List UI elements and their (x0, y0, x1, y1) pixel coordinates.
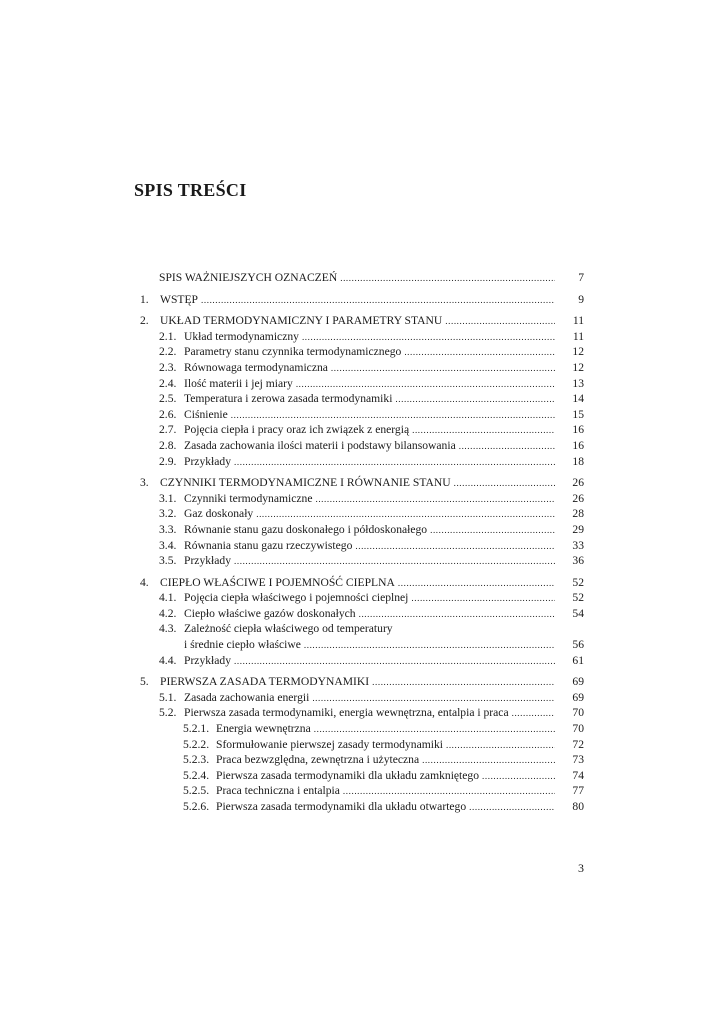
toc-entry-page: 14 (572, 392, 584, 406)
toc-entry-number: 2.7. (159, 423, 177, 437)
toc-entry-title: Pojęcia ciepła właściwego i pojemności cieplnej (184, 591, 409, 605)
toc-entry-title: Przykłady (184, 454, 232, 468)
toc-entry (140, 637, 584, 653)
toc-entry (140, 705, 584, 721)
toc-entry (140, 674, 584, 690)
dot-leader (395, 392, 555, 408)
dot-leader (331, 361, 555, 377)
toc-entry (140, 690, 584, 706)
toc-entry-page: 15 (572, 407, 584, 421)
toc-entry-page: 74 (572, 768, 584, 782)
toc-entry (140, 799, 584, 815)
dot-leader (482, 769, 555, 785)
toc-entry-title: Zasada zachowania energii (184, 690, 310, 704)
toc-entry-number: 4.1. (159, 591, 177, 605)
toc-entry-number: 5.2.3. (183, 753, 210, 767)
toc-entry-title: Temperatura i zerowa zasada termodynamiki (184, 392, 393, 406)
toc-entry-title: CIEPŁO WŁAŚCIWE I POJEMNOŚĆ CIEPLNA (160, 575, 395, 589)
toc-entry-page: 61 (572, 653, 584, 667)
toc-entry-page: 16 (572, 423, 584, 437)
toc-entry (140, 391, 584, 407)
toc-entry-page: 72 (572, 737, 584, 751)
toc-entry-page: 26 (572, 491, 584, 505)
dot-leader (304, 638, 555, 654)
toc-entry-page: 7 (578, 271, 584, 284)
toc-entry-page: 12 (572, 345, 584, 359)
toc-entry-number: 2.5. (159, 392, 177, 406)
toc-entry-page: 80 (572, 800, 584, 813)
toc-entry-page: 16 (572, 438, 584, 452)
page-title: SPIS TREŚCI (134, 180, 247, 200)
toc-group (140, 674, 584, 814)
toc-entry-number: 2.6. (159, 407, 177, 421)
dot-leader (256, 507, 555, 523)
table-of-contents (140, 270, 584, 821)
toc-entry-title: i średnie ciepło właściwe (184, 638, 301, 652)
toc-entry-number: 4.4. (159, 653, 177, 667)
toc-entry (140, 313, 584, 329)
dot-leader (445, 314, 555, 330)
toc-entry-number: 2. (140, 314, 149, 328)
toc-entry-page: 33 (572, 538, 584, 552)
toc-entry-page: 26 (572, 476, 584, 490)
toc-entry-number: 5.2.5. (183, 784, 210, 798)
toc-group (140, 313, 584, 469)
toc-entry (140, 575, 584, 591)
toc-entry-title: SPIS WAŻNIEJSZYCH OZNACZEŃ (159, 271, 338, 284)
dot-leader (411, 591, 555, 607)
dot-leader (372, 675, 555, 691)
toc-entry-number: 3.5. (159, 554, 177, 568)
toc-entry-page: 69 (572, 675, 584, 689)
toc-entry-page: 77 (572, 784, 584, 798)
toc-entry (140, 590, 584, 606)
toc-entry (140, 783, 584, 799)
dot-leader (512, 706, 555, 722)
toc-group (140, 270, 584, 286)
toc-group (140, 475, 584, 569)
toc-entry-number: 5.2.2. (183, 737, 210, 751)
toc-entry-title: Pierwsza zasada termodynamiki, energia wewnętrzna, entalpia i praca (184, 706, 509, 720)
dot-leader (234, 554, 555, 570)
toc-entry-title: Układ termodynamiczny (184, 329, 299, 343)
dot-leader (398, 576, 555, 592)
toc-entry-number: 5.1. (159, 690, 177, 704)
toc-entry-title: Zasada zachowania ilości materii i podstawy bilansowania (184, 438, 456, 452)
toc-entry-number: 2.3. (159, 360, 177, 374)
toc-entry-title: Przykłady (184, 554, 232, 568)
toc-entry-page: 36 (572, 554, 584, 568)
toc-group (140, 292, 584, 308)
toc-entry (140, 752, 584, 768)
toc-entry-number: 2.2. (159, 345, 177, 359)
toc-entry-number: 5.2.6. (183, 800, 210, 813)
dot-leader (404, 345, 555, 361)
toc-entry-page: 52 (572, 591, 584, 605)
toc-entry-number: 2.8. (159, 438, 177, 452)
toc-entry-page: 11 (572, 329, 584, 343)
toc-entry-page: 18 (572, 454, 584, 468)
toc-entry-title: Praca techniczna i entalpia (216, 784, 340, 798)
toc-entry-title: Parametry stanu czynnika termodynamicznego (184, 345, 402, 359)
toc-entry-page: 9 (578, 292, 584, 306)
dot-leader (454, 476, 555, 492)
toc-entry-page: 12 (572, 360, 584, 374)
toc-entry-title: Czynniki termodynamiczne (184, 491, 313, 505)
toc-entry-page: 13 (572, 376, 584, 390)
dot-leader (359, 607, 555, 623)
toc-entry-number: 5. (140, 675, 149, 689)
page-number: 3 (578, 861, 584, 875)
dot-leader (234, 654, 555, 670)
toc-entry-title: Ilość materii i jej miary (184, 376, 293, 390)
toc-entry (140, 344, 584, 360)
toc-entry-number: 4.2. (159, 606, 177, 620)
toc-entry-number: 5.2.4. (183, 768, 210, 782)
toc-entry (140, 475, 584, 491)
toc-entry (140, 422, 584, 438)
toc-entry-title: Pojęcia ciepła i pracy oraz ich związek z energią (184, 423, 410, 437)
dot-leader (201, 293, 555, 309)
dot-leader (315, 492, 555, 508)
dot-leader (459, 439, 555, 455)
toc-entry-number: 3.3. (159, 522, 177, 536)
toc-entry-title: CZYNNIKI TERMODYNAMICZNE I RÓWNANIE STANU (160, 476, 451, 490)
dot-leader (469, 800, 555, 816)
toc-entry (140, 376, 584, 392)
dot-leader (302, 330, 555, 346)
toc-entry (140, 407, 584, 423)
toc-entry-title: Pierwsza zasada termodynamiki dla układu zamkniętego (216, 768, 480, 782)
toc-entry (140, 491, 584, 507)
toc-entry (140, 737, 584, 753)
toc-entry-title: Ciśnienie (184, 407, 228, 421)
toc-entry (140, 360, 584, 376)
toc-entry-title: PIERWSZA ZASADA TERMODYNAMIKI (160, 675, 370, 689)
toc-entry-number: 3.1. (159, 491, 177, 505)
toc-entry-number: 2.1. (159, 329, 177, 343)
toc-entry-title: Ciepło właściwe gazów doskonałych (184, 606, 356, 620)
toc-entry-number: 3. (140, 476, 149, 490)
toc-entry (140, 270, 584, 286)
toc-entry-number: 4.3. (159, 622, 177, 636)
toc-entry-number: 4. (140, 575, 149, 589)
toc-entry (140, 721, 584, 737)
toc-entry-title: Sformułowanie pierwszej zasady termodynamiki (216, 737, 443, 751)
toc-entry-title: Przykłady (184, 653, 232, 667)
toc-entry (140, 329, 584, 345)
toc-entry-title: WSTĘP (160, 292, 199, 306)
toc-entry-title: Gaz doskonały (184, 507, 254, 521)
toc-entry (140, 538, 584, 554)
toc-entry-page: 29 (572, 522, 584, 536)
toc-entry-title: Zależność ciepła właściwego od temperatury (184, 622, 393, 636)
dot-leader (340, 271, 555, 287)
toc-group (140, 575, 584, 669)
toc-entry (140, 621, 584, 637)
toc-entry-number: 3.2. (159, 507, 177, 521)
toc-entry (140, 506, 584, 522)
toc-entry-title: Równania stanu gazu rzeczywistego (184, 538, 353, 552)
toc-entry-title: Praca bezwzględna, zewnętrzna i użyteczna (216, 753, 420, 767)
toc-entry-page: 69 (572, 690, 584, 704)
dot-leader (231, 408, 555, 424)
dot-leader (430, 523, 555, 539)
toc-entry-title: UKŁAD TERMODYNAMICZNY I PARAMETRY STANU (160, 314, 443, 328)
toc-entry (140, 292, 584, 308)
dot-leader (446, 738, 555, 754)
dot-leader (296, 377, 555, 393)
toc-entry-number: 3.4. (159, 538, 177, 552)
toc-entry-title: Energia wewnętrzna (216, 722, 311, 736)
dot-leader (412, 423, 555, 439)
toc-entry-page: 54 (572, 606, 584, 620)
toc-entry-title: Równowaga termodynamiczna (184, 360, 328, 374)
dot-leader (312, 691, 555, 707)
toc-entry (140, 606, 584, 622)
toc-entry-page: 11 (572, 314, 584, 328)
toc-entry-page: 73 (572, 753, 584, 767)
toc-entry-page: 56 (572, 638, 584, 652)
toc-entry (140, 768, 584, 784)
dot-leader (422, 753, 555, 769)
toc-entry-number: 5.2.1. (183, 722, 210, 736)
dot-leader (234, 455, 555, 471)
toc-entry (140, 454, 584, 470)
toc-entry (140, 522, 584, 538)
toc-entry-page: 28 (572, 507, 584, 521)
toc-entry-page: 52 (572, 575, 584, 589)
toc-entry-page: 70 (572, 706, 584, 720)
toc-entry-number: 1. (140, 292, 149, 306)
toc-entry (140, 438, 584, 454)
toc-entry (140, 553, 584, 569)
toc-entry-title: Pierwsza zasada termodynamiki dla układu otwartego (216, 800, 467, 813)
toc-entry-number: 2.4. (159, 376, 177, 390)
toc-entry-title: Równanie stanu gazu doskonałego i półdoskonałego (184, 522, 428, 536)
toc-entry-number: 5.2. (159, 706, 177, 720)
toc-entry-page: 70 (572, 722, 584, 736)
dot-leader (314, 722, 555, 738)
toc-entry (140, 653, 584, 669)
toc-entry-number: 2.9. (159, 454, 177, 468)
dot-leader (343, 784, 555, 800)
dot-leader (355, 539, 555, 555)
